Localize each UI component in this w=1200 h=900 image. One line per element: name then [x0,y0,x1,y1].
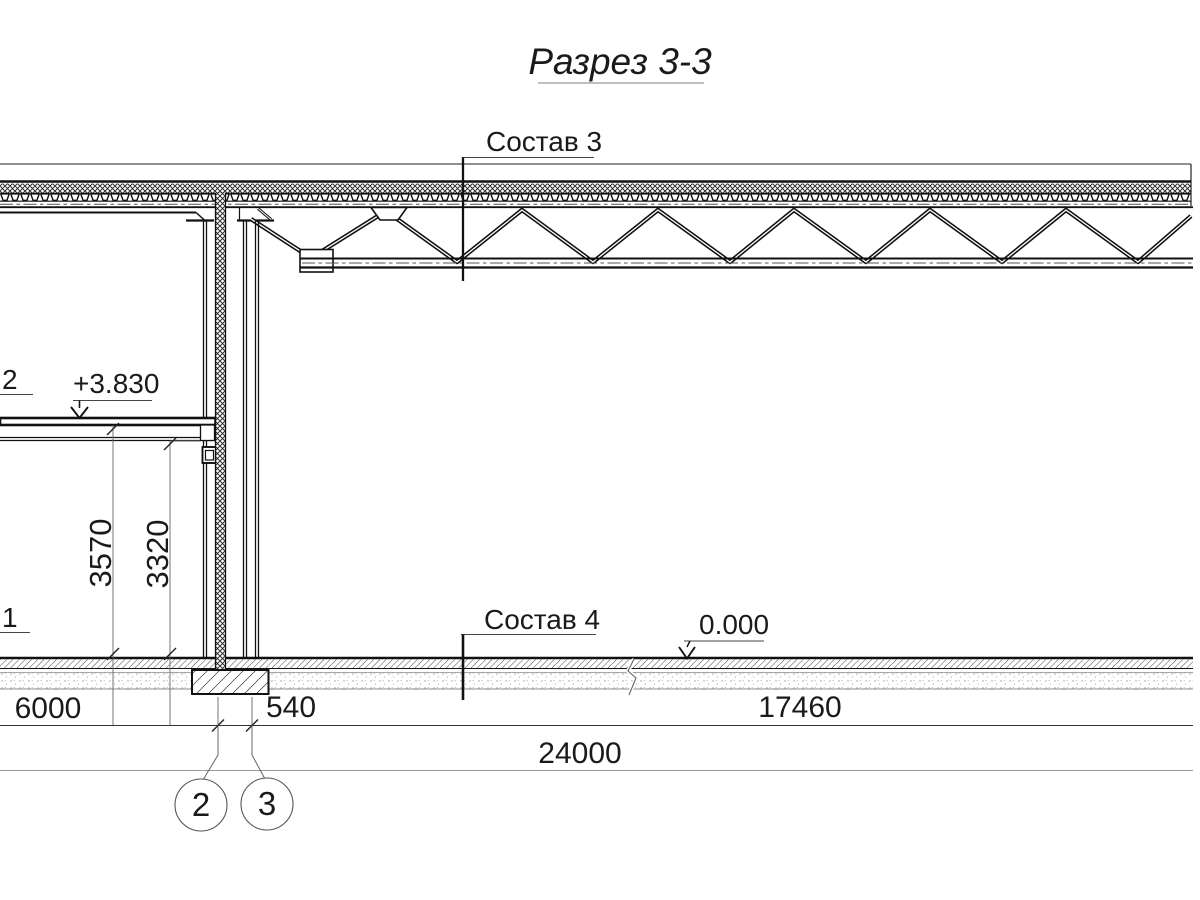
wall-insulation-hatch [216,193,226,672]
edge-ref-lower [0,602,30,633]
roof-insulation-hatch [0,184,1191,194]
bottom-chord-gusset [300,250,333,273]
floor-slab [0,658,1193,695]
elevation-mark-slab [71,368,159,418]
dim-clear-height: 3320 [140,519,175,589]
edge-ref-upper [0,364,33,395]
edge-ref-upper-label: 2 [2,364,18,395]
wall-grid-2 [216,193,226,672]
connection-plate [203,447,217,463]
mezzanine-slab [0,418,217,463]
column-grid-3 [244,221,259,658]
roof-assembly [0,164,1193,207]
grid-axis-3-label: 3 [257,785,277,822]
drawing-title [528,41,712,83]
roof-assembly-label: Состав 3 [486,126,603,157]
floor-hatch-band [0,660,216,669]
dim-bay-left: 6000 [14,692,82,725]
steel-truss [237,208,1193,273]
horizontal-dimensions [0,691,1193,771]
ground-elevation-value: 0.000 [699,609,770,640]
slab-elevation-value: +3.830 [73,368,160,399]
page-title: Разрез 3-3 [528,41,712,82]
dim-wall-offset: 540 [265,691,317,724]
elevation-arrow [71,407,88,418]
dim-total-span: 24000 [538,737,622,770]
grid-bubbles [175,726,293,832]
profiled-deck-band [0,194,1191,201]
subfloor-band [0,673,1193,689]
left-roof-beam [0,213,214,221]
floor-assembly-label: Состав 4 [484,604,601,635]
foundation [192,670,269,694]
slab-bearing-detail [201,425,215,441]
edge-ref-lower-label: 1 [2,602,18,633]
elevation-mark-ground [679,609,769,659]
dim-room-height: 3570 [83,518,118,588]
grid-2-leader [203,726,218,781]
grid-axis-2-label: 2 [191,786,211,823]
dim-hall-span: 17460 [758,691,842,724]
